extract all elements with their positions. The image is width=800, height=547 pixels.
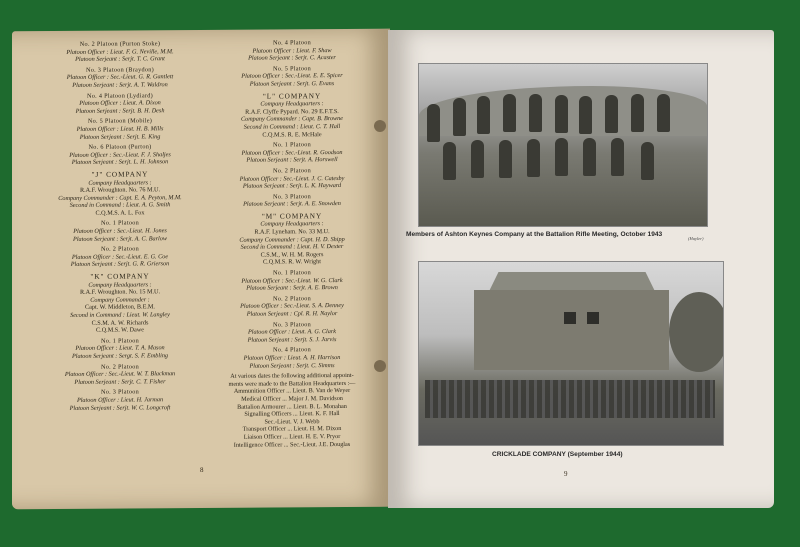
left-column [32, 40, 208, 412]
booklet-spread [12, 30, 774, 508]
roster-line: At various dates the following additional appoint- [230, 372, 354, 380]
company-heading: "K" COMPANY [90, 272, 150, 281]
roster-line: Liaison Officer ... Lieut. H. E. V. Pryor [243, 432, 341, 441]
roster-line: Platoon Serjeant : Serjt. C. T. Fisher [74, 377, 166, 386]
roster-line: Platoon Serjeant : Serjt. G. Evans [249, 80, 335, 88]
roster-line: No. 1 Platoon [272, 269, 312, 277]
roster-line: Company Headquarters : [88, 178, 152, 187]
roster-line: Platoon Serjeant : Serjt. C. Simms [249, 361, 335, 370]
roster-line: Platoon Officer : Lieut. A. H. Harrison [243, 353, 341, 362]
roster-line: Company Headquarters : [260, 100, 324, 108]
photo-caption-1: Members of Ashton Keynes Company at the Battalion Rifle Meeting, October 1943 [406, 231, 663, 238]
photo-caption-2: CRICKLADE COMPANY (September 1944) [492, 451, 623, 458]
roster-line: ments were made to the Battalion Headquarters :— [228, 379, 356, 388]
roster-line: Platoon Officer : Sec.-Lieut. W. T. Blackman [64, 370, 176, 379]
roster-line: Platoon Serjeant : Serjt. A. E. Snowden [243, 200, 341, 208]
roster-line: Second in Command : Lieut. A. G. Smith [69, 201, 171, 210]
roster-line: Platoon Officer : Lieut. H. Jarman [76, 396, 164, 404]
roster-line: No. 2 Platoon [100, 362, 140, 371]
roster-line: No. 4 Platoon [272, 346, 312, 354]
roster-line: Platoon Officer : Sec.-Lieut. E. E. Spicer [241, 72, 343, 81]
roster-line: Platoon Officer : Lieut. A. Dixon [79, 99, 161, 108]
company-photo-ashton-keynes [418, 63, 708, 227]
staple [374, 360, 386, 372]
roster-line: C.Q.M.S. R. E. McHale [262, 130, 322, 139]
roster-line: No. 1 Platoon [100, 337, 140, 345]
right-column [202, 39, 382, 449]
roster-line: Platoon Serjeant : Serjt. G. R. Grierson [70, 260, 170, 269]
page-number-left: 8 [200, 465, 204, 475]
spacer [32, 268, 208, 272]
spacer [32, 166, 208, 170]
roster-line: R.A.F. Lyneham. No. 33 M.U. [254, 228, 330, 236]
roster-line: No. 5 Platoon [272, 65, 312, 73]
company-photo-cricklade [418, 261, 724, 446]
staple [374, 120, 386, 132]
roster-line: Battalion Armourer ... Lieut. B. L. Monahan [237, 402, 347, 411]
roster-line: Company Headquarters : [88, 280, 152, 289]
roster-line: Platoon Serjeant : Serjt. W. C. Longcroft [69, 403, 171, 412]
roster-line: Platoon Serjeant : Serjt. T. C. Grant [75, 55, 165, 64]
roster-line: Ammunition Officer ... Lieut. B. Van de Weyer [233, 387, 351, 396]
roster-line: Platoon Officer : Lieut. H. B. Mills [76, 125, 164, 133]
roster-line: C.S.M. A. W. Richards [91, 318, 149, 327]
roster-line: Platoon Officer : Sec.-Lieut. F. J. Shaljes [69, 150, 171, 159]
roster-line: Platoon Officer : Sec.-Lieut. J. C. Catesby [239, 174, 345, 183]
right-page [388, 30, 774, 508]
roster-line: Platoon Officer : Sec.-Lieut. G. R. Gantlett [66, 73, 174, 82]
company-heading: "J" COMPANY [91, 170, 149, 179]
roster-line: Platoon Officer : Lieut. T. A. Mason [75, 344, 165, 353]
page-number-right: 9 [564, 470, 568, 478]
roster-line: C.Q.M.S. W. Dawe [96, 326, 144, 334]
company-heading: "L" COMPANY [262, 91, 322, 101]
roster-line: Platoon Officer : Lieut. A. G. Clark [247, 328, 337, 336]
roster-line: Company Commander : Capt. H. D. Shipp [239, 235, 345, 244]
roster-line: Platoon Serjeant : Serjt. C. Acaster [248, 54, 336, 62]
roster-line: No. 2 Platoon [272, 167, 312, 175]
roster-line: No. 4 Platoon (Lydiard) [86, 91, 154, 100]
roster-line: No. 1 Platoon [100, 219, 140, 228]
roster-line: Platoon Serjeant : Serjt. S. J. Jarvis [247, 335, 337, 344]
roster-line: No. 1 Platoon [272, 141, 312, 149]
roster-line: No. 4 Platoon [272, 39, 312, 47]
roster-line: Platoon Serjeant : Sergt. S. F. Embling [71, 352, 169, 360]
roster-line: No. 2 Platoon [272, 295, 312, 303]
roster-line: No. 3 Platoon [100, 388, 140, 397]
roster-line: Platoon Officer : Lieut. F. G. Neville, M.M. [66, 47, 174, 56]
roster-line: R.A.F. Wroughton. No. 76 M.U. [79, 186, 161, 194]
roster-line: Platoon Officer : Lieut. F. Shaw [252, 46, 332, 55]
roster-line: No. 3 Platoon [272, 320, 312, 329]
roster-line: Second in Command : Lieut. W. Langley [70, 311, 170, 319]
roster-line: No. 3 Platoon (Braydon) [85, 66, 155, 74]
left-page [12, 29, 390, 510]
roster-line: No. 3 Platoon [272, 192, 312, 201]
roster-line: No. 6 Platoon (Purton) [88, 143, 152, 151]
roster-line: R.A.F. Clyffe Pypard. No. 29 E.F.T.S. [245, 107, 339, 116]
roster-line: Medical Officer ... Major J. M. Davidson [241, 394, 343, 403]
roster-line: Sec.-Lieut. V. J. Webb [264, 417, 320, 426]
roster-line: Transport Officer ... Lieut. H. M. Dixon [242, 425, 342, 434]
roster-line: Platoon Officer : Sec.-Lieut. S. A. Denney [240, 302, 344, 311]
roster-line: Platoon Serjeant : Serjt. A. Horswell [246, 156, 338, 164]
roster-line: Intelligence Officer ... Sec.-Lieut. J.E. Douglas [233, 440, 351, 449]
roster-line: Company Commander : Capt. B. Browne [240, 115, 344, 124]
roster-line: Company Commander : [90, 296, 150, 304]
roster-line: Platoon Officer : Sec.-Lieut. E. G. Coe [71, 253, 169, 261]
roster-line: Platoon Serjeant : Serjt. L. H. Johnson [71, 158, 169, 167]
roster-line: Platoon Officer : Sec.-Lieut. W. G. Clark [241, 276, 343, 285]
roster-line: C.S.M., W. H. M. Rogers [260, 250, 324, 259]
roster-line: Platoon Serjeant : Serjt. E. King [79, 132, 161, 141]
roster-line: Platoon Serjeant : Cpl. R. H. Naylor [246, 310, 338, 318]
roster-line: R.A.F. Wroughton. No. 15 M.U. [79, 288, 161, 297]
roster-line: Capt. W. Middleton, B.E.M. [85, 303, 155, 312]
roster-line: No. 5 Platoon (Mobile) [87, 117, 153, 126]
company-heading: "M" COMPANY [261, 212, 323, 221]
roster-line: No. 2 Platoon [100, 245, 140, 253]
roster-line: Platoon Serjeant : Serjt. A. C. Barlow [73, 234, 167, 243]
roster-line: Platoon Officer : Sec.-Lieut. H. Jones [73, 227, 167, 235]
roster-line: No. 2 Platoon (Purton Stoke) [79, 40, 161, 48]
roster-line: Second in Command : Lieut. C. T. Hall [243, 122, 341, 131]
roster-line: Platoon Officer : Sec.-Lieut. R. Goodson [241, 148, 343, 157]
roster-line: Platoon Serjeant : Serjt. L. K. Hayward [242, 182, 342, 190]
roster-line: Company Commander : Capt. E. A. Peyton, M.M. [58, 193, 182, 202]
roster-line: Platoon Serjeant : Serjt. A. T. Waldron [72, 81, 168, 89]
roster-line: C.Q.M.S. R. W. Wright [263, 258, 321, 267]
roster-line: C.Q.M.S. A. L. Fox [95, 209, 145, 217]
photo-credit-1: (Hayler) [688, 236, 704, 241]
roster-line: Signalling Officers ... Lieut. K. F. Hall [244, 410, 340, 418]
roster-line: Platoon Serjeant : Serjt. A. E. Brown [246, 284, 338, 292]
roster-line: Platoon Serjeant : Serjt. B. H. Desh [75, 107, 165, 115]
roster-line: Company Headquarters : [260, 220, 324, 229]
roster-line: Second in Command : Lieut. H. V. Dexter [240, 243, 344, 251]
